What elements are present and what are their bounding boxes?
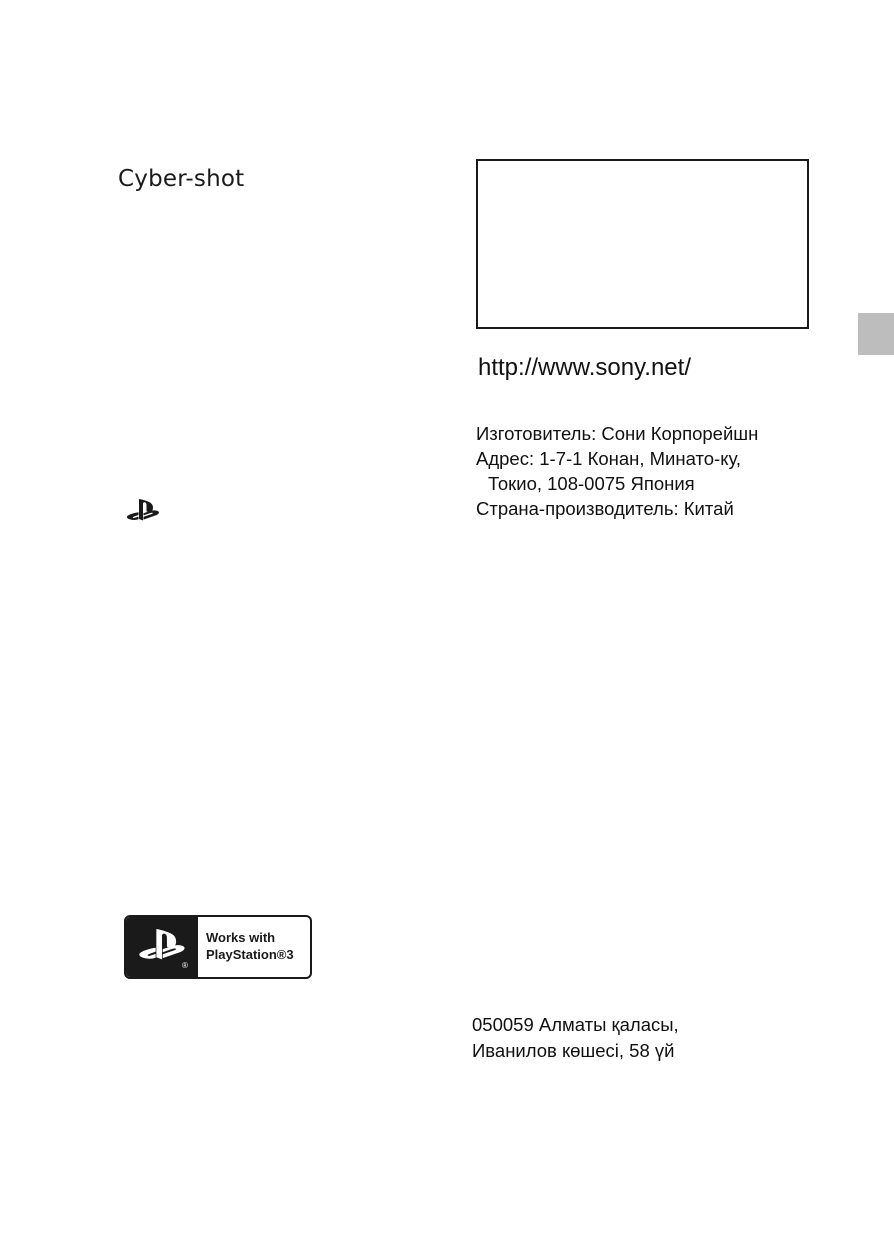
playstation-logo-icon bbox=[126, 498, 160, 524]
registered-mark: ® bbox=[182, 961, 188, 970]
badge-line-2: PlayStation®3 bbox=[206, 947, 294, 962]
kz-address-line: 050059 Алматы қаласы, bbox=[472, 1014, 679, 1035]
address-line: Адрес: 1-7-1 Конан, Минато-ку, bbox=[476, 448, 742, 469]
address-line: Токио, 108-0075 Япония bbox=[488, 473, 695, 494]
cyber-shot-logo: Cyber-shot bbox=[118, 166, 245, 192]
badge-line-1: Works with bbox=[206, 930, 276, 945]
manufacturer-line: Изготовитель: Сони Корпорейшн bbox=[476, 423, 759, 444]
kz-address-line: Иванилов көшесі, 58 үй bbox=[472, 1040, 675, 1061]
badge-logo-area bbox=[126, 917, 198, 977]
side-tab-marker bbox=[858, 313, 894, 355]
website-url: http://www.sony.net/ bbox=[478, 354, 691, 381]
kz-address bbox=[472, 1012, 679, 1064]
country-line: Страна-производитель: Китай bbox=[476, 498, 734, 519]
blank-frame-box bbox=[476, 159, 809, 329]
manufacturer-info bbox=[476, 421, 758, 521]
works-with-playstation3-badge bbox=[124, 915, 312, 979]
playstation-logo-icon bbox=[138, 927, 186, 965]
badge-text bbox=[198, 917, 310, 977]
